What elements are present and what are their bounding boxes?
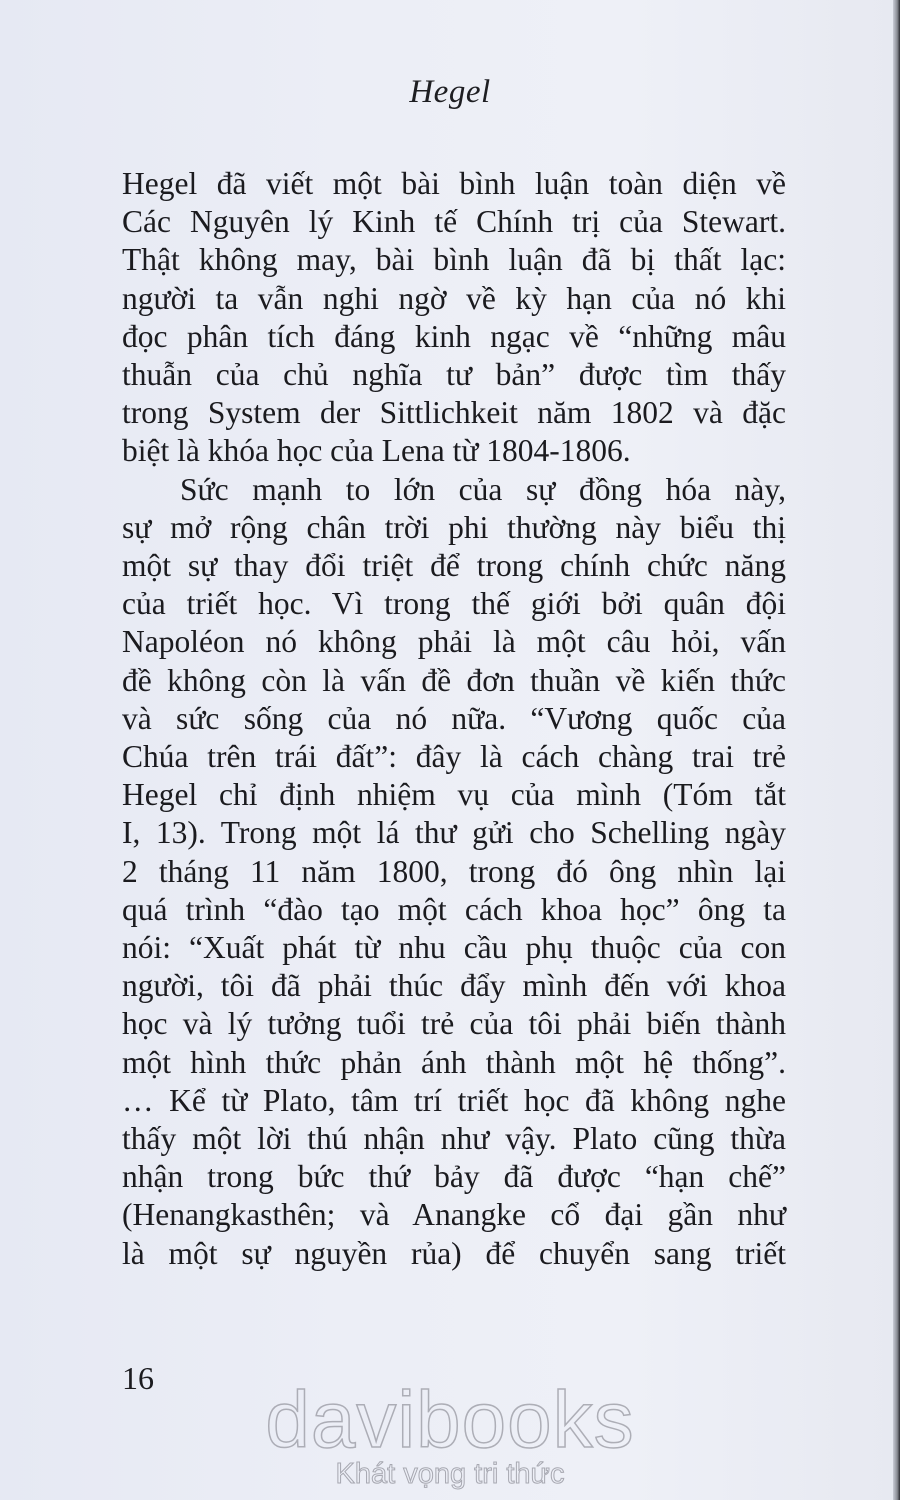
paragraph-1 [122,165,786,471]
text-line: I, 13). Trong một lá thư gửi cho Schelling ngày [122,815,786,851]
text-line: Hegel đã viết một bài bình luận toàn diện về [122,166,786,201]
text-line: nhận trong bức thứ bảy đã được “hạn chế” [122,1159,786,1195]
text-line: đề không còn là vấn đề đơn thuần về kiến thức [122,662,786,698]
text-line: Các Nguyên lý Kinh tế Chính trị của Stewart. [122,204,786,240]
page-edge [893,0,900,1500]
text-line: (Henangkasthên; và Anangke cổ đại gần như [122,1197,786,1233]
text-line: biệt là khóa học của Lena từ 1804-1806. [122,433,631,469]
text-line: nói: “Xuất phát từ nhu cầu phụ thuộc của con [122,930,786,966]
text-line: là một sự nguyền rủa) để chuyển sang triết [122,1235,786,1271]
text-line: Chúa trên trái đất”: đây là cách chàng trai trẻ [122,739,786,775]
body-text [122,165,786,1273]
text-line: Sức mạnh to lớn của sự đồng hóa này, [180,471,786,507]
text-line: người, tôi đã phải thúc đẩy mình đến với khoa [122,968,786,1004]
text-line: 2 tháng 11 năm 1800, trong đó ông nhìn lại [122,853,786,889]
text-line: … Kể từ Plato, tâm trí triết học đã không nghe [122,1082,786,1118]
text-line: học và lý tưởng tuổi trẻ của tôi phải biến thành [122,1006,786,1042]
watermark-brand: davibooks [265,1375,635,1464]
text-line: thấy một lời thú nhận như vậy. Plato cũng thừa [122,1121,786,1157]
text-line: Hegel chỉ định nhiệm vụ của mình (Tóm tắt [122,777,786,813]
text-line: sự mở rộng chân trời phi thường này biểu thị [122,509,786,545]
text-line: và sức sống của nó nữa. “Vương quốc của [122,700,786,736]
text-line: quá trình “đào tạo một cách khoa học” ông ta [122,891,786,927]
text-line: người ta vẫn nghi ngờ về kỳ hạn của nó khi [122,280,786,316]
text-line: trong System der Sittlichkeit năm 1802 và đặc [122,395,786,431]
text-line: Napoléon nó không phải là một câu hỏi, vấn [122,624,786,660]
running-head: Hegel [409,74,491,110]
text-line: một sự thay đổi triệt để trong chính chức năng [122,548,786,584]
text-line: thuẫn của chủ nghĩa tư bản” được tìm thấy [122,357,786,393]
text-line: một hình thức phản ánh thành một hệ thống”. [122,1044,786,1080]
page-number: 16 [122,1360,154,1396]
text-line: đọc phân tích đáng kinh ngạc về “những mâu [122,318,786,354]
watermark-tagline: Khát vọng tri thức [335,1458,565,1490]
paragraph-2 [122,471,786,1273]
text-line: Thật không may, bài bình luận đã bị thất lạc: [122,242,786,278]
text-line: của triết học. Vì trong thế giới bởi quân đội [122,586,786,622]
